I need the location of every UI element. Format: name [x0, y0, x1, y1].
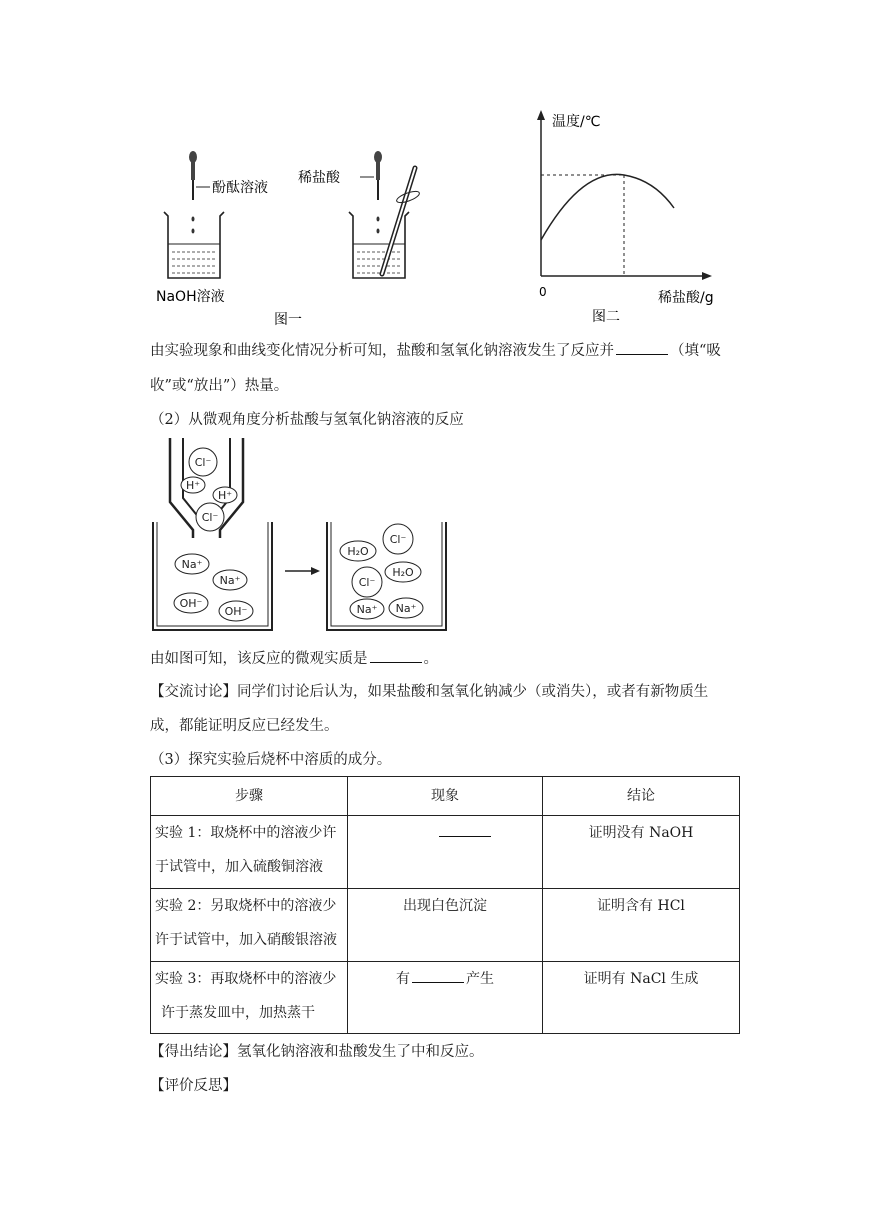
section-3-title: （3）探究实验后烧杯中溶质的成分。: [150, 752, 392, 768]
origin-label: 0: [539, 285, 547, 299]
table-header-row: [151, 777, 740, 816]
dropper-icon: [189, 151, 197, 200]
figure-2: [530, 108, 730, 330]
table-row: [151, 962, 740, 1034]
table-row: [151, 889, 740, 962]
header-phenomenon: 现象: [348, 777, 543, 816]
molecule-h2o: H₂O: [392, 566, 414, 579]
figure-1: [150, 140, 450, 330]
conclusion-line: 【得出结论】氢氧化钠溶液和盐酸发生了中和反应。: [150, 1044, 484, 1060]
discussion-line-1: 【交流讨论】同学们讨论后认为，如果盐酸和氢氧化钠减少（或消失），或者有新物质生: [150, 684, 709, 700]
conclusion-cell: 证明有 NaCl 生成: [543, 962, 740, 1034]
phenomenon-cell: 有 产生: [348, 962, 543, 1034]
answer-blank: [616, 340, 668, 355]
temperature-curve: [541, 174, 674, 240]
experiment-table: [150, 776, 740, 1034]
phenomenon-cell: 出现白色沉淀: [348, 889, 543, 962]
figure-2-caption: 图二: [592, 309, 620, 325]
paragraph-heat-cont: 收”或“放出”）热量。: [150, 378, 289, 394]
glass-rod-icon: [382, 168, 421, 274]
ion-cl: Cl⁻: [358, 576, 376, 589]
ion-cl: Cl⁻: [389, 533, 407, 546]
ion-oh: OH⁻: [224, 605, 248, 618]
label-phenolphthalein: 酚酞溶液: [212, 180, 268, 196]
step-cell: 实验 3：再取烧杯中的溶液少 许于蒸发皿中，加热蒸干: [151, 962, 348, 1034]
x-axis-label: 稀盐酸/g: [658, 290, 714, 306]
ion-h: H⁺: [185, 479, 201, 492]
ion-h: H⁺: [217, 489, 233, 502]
figure-1-caption: 图一: [274, 312, 302, 328]
ion-oh: OH⁻: [179, 597, 203, 610]
answer-blank: [412, 968, 464, 983]
ion-na: Na⁺: [181, 558, 203, 571]
paragraph-heat: 由实验现象和曲线变化情况分析可知，盐酸和氢氧化钠溶液发生了反应并 （填“吸: [150, 340, 740, 361]
dropper-icon: [374, 151, 382, 200]
ion-na: Na⁺: [219, 574, 241, 587]
conclusion-cell: 证明没有 NaOH: [543, 816, 740, 889]
phenomenon-cell: [348, 816, 543, 889]
ion-na: Na⁺: [356, 603, 378, 616]
ion-na: Na⁺: [395, 602, 417, 615]
table-row: [151, 816, 740, 889]
conclusion-cell: 证明含有 HCl: [543, 889, 740, 962]
header-conclusion: 结论: [543, 777, 740, 816]
section-2-title: （2）从微观角度分析盐酸与氢氧化钠溶液的反应: [150, 412, 464, 428]
header-step: 步骤: [151, 777, 348, 816]
discussion-line-2: 成，都能证明反应已经发生。: [150, 718, 339, 734]
step-cell: 实验 2：另取烧杯中的溶液少 许于试管中，加入硝酸银溶液: [151, 889, 348, 962]
step-cell: 实验 1：取烧杯中的溶液少许 于试管中，加入硫酸铜溶液: [151, 816, 348, 889]
micro-diagram: [148, 438, 453, 638]
ion-cl: Cl⁻: [201, 511, 219, 524]
label-hcl: 稀盐酸: [298, 170, 340, 186]
reflection-title: 【评价反思】: [150, 1078, 237, 1094]
ion-cl: Cl⁻: [194, 456, 212, 469]
y-axis-label: 温度/℃: [552, 114, 601, 130]
arrow-right-icon: [285, 567, 320, 575]
label-naoh: NaOH溶液: [156, 289, 225, 305]
beaker-icon: [164, 212, 224, 278]
answer-blank: [439, 822, 491, 837]
molecule-h2o: H₂O: [347, 545, 369, 558]
paragraph-micro-essence: 由如图可知，该反应的微观实质是 。: [150, 648, 740, 669]
answer-blank: [370, 648, 422, 663]
